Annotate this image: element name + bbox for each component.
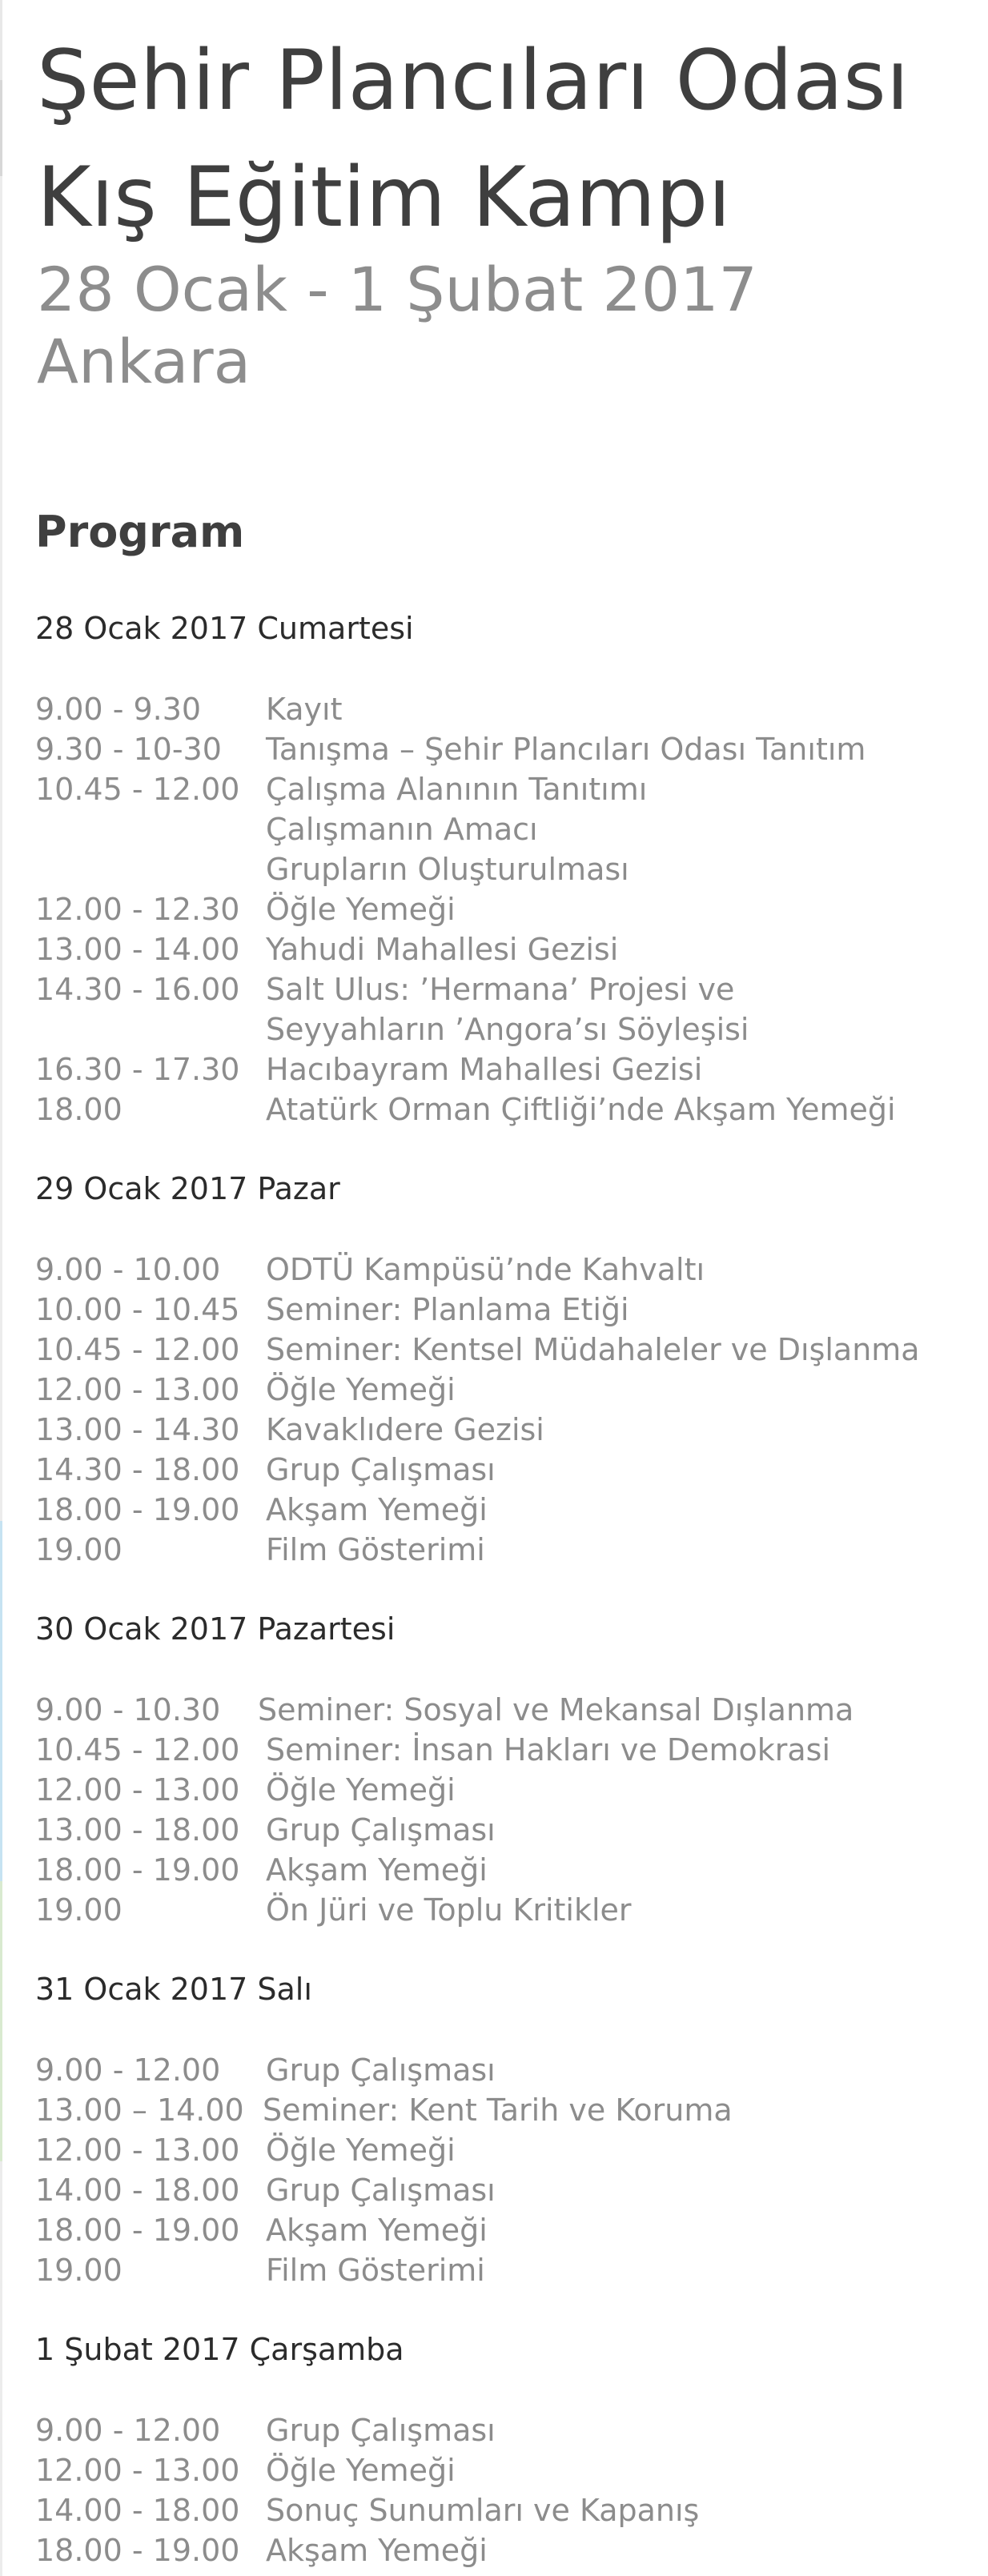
- row-time: 14.00 - 18.00: [35, 2173, 240, 2208]
- row-time: 19.00: [35, 1892, 122, 1928]
- row-activity: Hacıbayram Mahallesi Gezisi: [266, 1052, 703, 1087]
- row-time: 9.00 - 10.00: [35, 1252, 221, 1287]
- row-activity: Seminer: İnsan Hakları ve Demokrasi: [266, 1732, 831, 1767]
- row-activity: Grup Çalışması: [266, 2052, 496, 2088]
- row-activity: Salt Ulus: ’Hermana’ Projesi ve: [266, 972, 735, 1007]
- schedule-row: [35, 1850, 964, 1890]
- row-activity: ODTÜ Kampüsü’nde Kahvaltı: [266, 1252, 705, 1287]
- schedule-row: [35, 769, 964, 809]
- schedule-row: [35, 1450, 964, 1490]
- row-activity: Grup Çalışması: [266, 2413, 496, 2448]
- row-activity: Film Gösterimi: [266, 1532, 485, 1567]
- schedule-row: [35, 2250, 964, 2290]
- schedule-row: [35, 2490, 964, 2530]
- row-time: 9.00 - 12.00: [35, 2052, 221, 2088]
- schedule-row: [35, 849, 964, 889]
- schedule-row: [35, 809, 964, 849]
- row-activity: Grupların Oluşturulması: [266, 852, 629, 887]
- row-activity: Kayıt: [266, 692, 343, 727]
- row-activity: Seminer: Sosyal ve Mekansal Dışlanma: [258, 1692, 854, 1727]
- row-activity: Akşam Yemeği: [266, 1492, 488, 1527]
- schedule-row: [35, 2410, 964, 2450]
- day-heading: 30 Ocak 2017 Pazartesi: [35, 1611, 396, 1647]
- event-location: Ankara: [37, 326, 251, 397]
- row-time: 18.00: [35, 1092, 122, 1127]
- row-time: 12.00 - 13.00: [35, 1372, 240, 1407]
- row-time: 10.00 - 10.45: [35, 1292, 240, 1327]
- row-time: 16.30 - 17.30: [35, 1052, 240, 1087]
- row-time: 9.00 - 9.30: [35, 692, 202, 727]
- schedule-row: [35, 689, 964, 729]
- schedule-row: [35, 1690, 964, 1730]
- row-time: 18.00 - 19.00: [35, 1492, 240, 1527]
- schedule-row: [35, 1490, 964, 1530]
- row-time: 10.45 - 12.00: [35, 1732, 240, 1767]
- row-time: 13.00 - 14.30: [35, 1412, 240, 1447]
- schedule-row: [35, 1009, 964, 1049]
- row-activity: Seminer: Kentsel Müdahaleler ve Dışlanma: [266, 1332, 920, 1367]
- row-activity: Çalışmanın Amacı: [266, 812, 538, 847]
- row-activity: Sonuç Sunumları ve Kapanış: [266, 2493, 700, 2528]
- schedule-row: [35, 1049, 964, 1089]
- row-activity: Akşam Yemeği: [266, 2533, 488, 2568]
- row-time: 18.00 - 19.00: [35, 2533, 240, 2568]
- schedule-row: [35, 1330, 964, 1370]
- row-activity: Kavaklıdere Gezisi: [266, 1412, 544, 1447]
- row-time: 12.00 - 12.30: [35, 892, 240, 927]
- schedule-row: [35, 729, 964, 769]
- schedule-row: [35, 969, 964, 1009]
- schedule-row: [35, 2170, 964, 2210]
- day-heading: 29 Ocak 2017 Pazar: [35, 1171, 340, 1206]
- day-heading: 31 Ocak 2017 Salı: [35, 1972, 312, 2007]
- row-time: 13.00 - 14.00: [35, 932, 240, 967]
- title-line-1: Şehir Plancıları Odası: [37, 33, 910, 129]
- row-activity: Film Gösterimi: [266, 2253, 485, 2288]
- row-activity: Ön Jüri ve Toplu Kritikler: [266, 1892, 632, 1928]
- schedule-row: [35, 2210, 964, 2250]
- row-activity: Atatürk Orman Çiftliği’nde Akşam Yemeği: [266, 1092, 896, 1127]
- row-time: 13.00 - 18.00: [35, 1812, 240, 1848]
- schedule-row: [35, 1370, 964, 1410]
- schedule-row: [35, 1250, 964, 1290]
- row-activity: Öğle Yemeği: [266, 1772, 456, 1808]
- schedule-row: [35, 1770, 964, 1810]
- row-activity: Öğle Yemeği: [266, 2453, 456, 2488]
- row-time: 19.00: [35, 1532, 122, 1567]
- schedule-row: [35, 2130, 964, 2170]
- program-heading: Program: [35, 507, 245, 557]
- row-activity: Öğle Yemeği: [266, 2133, 456, 2168]
- schedule-row: [35, 2050, 964, 2090]
- row-activity: Akşam Yemeği: [266, 1852, 488, 1888]
- schedule-row: [35, 1810, 964, 1850]
- row-activity: Çalışma Alanının Tanıtımı: [266, 772, 648, 807]
- row-activity: Tanışma – Şehir Plancıları Odası Tanıtım: [266, 732, 866, 767]
- schedule-row: [35, 2450, 964, 2490]
- row-time: 12.00 - 13.00: [35, 2453, 240, 2488]
- schedule-row: [35, 889, 964, 929]
- row-activity: Grup Çalışması: [266, 1452, 496, 1487]
- row-activity: Öğle Yemeği: [266, 892, 456, 927]
- day-heading: 28 Ocak 2017 Cumartesi: [35, 611, 414, 646]
- row-activity: Yahudi Mahallesi Gezisi: [266, 932, 619, 967]
- schedule-row: [35, 1410, 964, 1450]
- row-time: 18.00 - 19.00: [35, 1852, 240, 1888]
- row-time: 9.30 - 10-30: [35, 732, 222, 767]
- schedule-row: [35, 2090, 964, 2130]
- schedule-row: [35, 929, 964, 969]
- row-time: 10.45 - 12.00: [35, 1332, 240, 1367]
- row-time: 19.00: [35, 2253, 122, 2288]
- row-time: 13.00 – 14.00: [35, 2092, 244, 2128]
- schedule-row: [35, 2530, 964, 2570]
- row-activity: Akşam Yemeği: [266, 2213, 488, 2248]
- row-time: 18.00 - 19.00: [35, 2213, 240, 2248]
- row-time: 14.30 - 18.00: [35, 1452, 240, 1487]
- row-time: 12.00 - 13.00: [35, 2133, 240, 2168]
- row-time: 14.00 - 18.00: [35, 2493, 240, 2528]
- day-heading: 1 Şubat 2017 Çarşamba: [35, 2332, 404, 2367]
- row-activity: Öğle Yemeği: [266, 1372, 456, 1407]
- row-activity: Seminer: Planlama Etiği: [266, 1292, 629, 1327]
- row-time: 9.00 - 12.00: [35, 2413, 221, 2448]
- schedule-row: [35, 1290, 964, 1330]
- schedule-row: [35, 1730, 964, 1770]
- row-time: 10.45 - 12.00: [35, 772, 240, 807]
- row-activity: Seyyahların ’Angora’sı Söyleşisi: [266, 1012, 749, 1047]
- schedule-row: [35, 1089, 964, 1130]
- row-activity: Grup Çalışması: [266, 1812, 496, 1848]
- row-activity: Grup Çalışması: [266, 2173, 496, 2208]
- row-activity: Seminer: Kent Tarih ve Koruma: [263, 2092, 733, 2128]
- left-edge-strip: [0, 0, 2, 2576]
- schedule-row: [35, 1530, 964, 1570]
- event-dates: 28 Ocak - 1 Şubat 2017: [37, 254, 757, 325]
- title-line-2: Kış Eğitim Kampı: [37, 150, 731, 246]
- schedule-row: [35, 1890, 964, 1930]
- row-time: 9.00 - 10.30: [35, 1692, 221, 1727]
- row-time: 14.30 - 16.00: [35, 972, 240, 1007]
- row-time: 12.00 - 13.00: [35, 1772, 240, 1808]
